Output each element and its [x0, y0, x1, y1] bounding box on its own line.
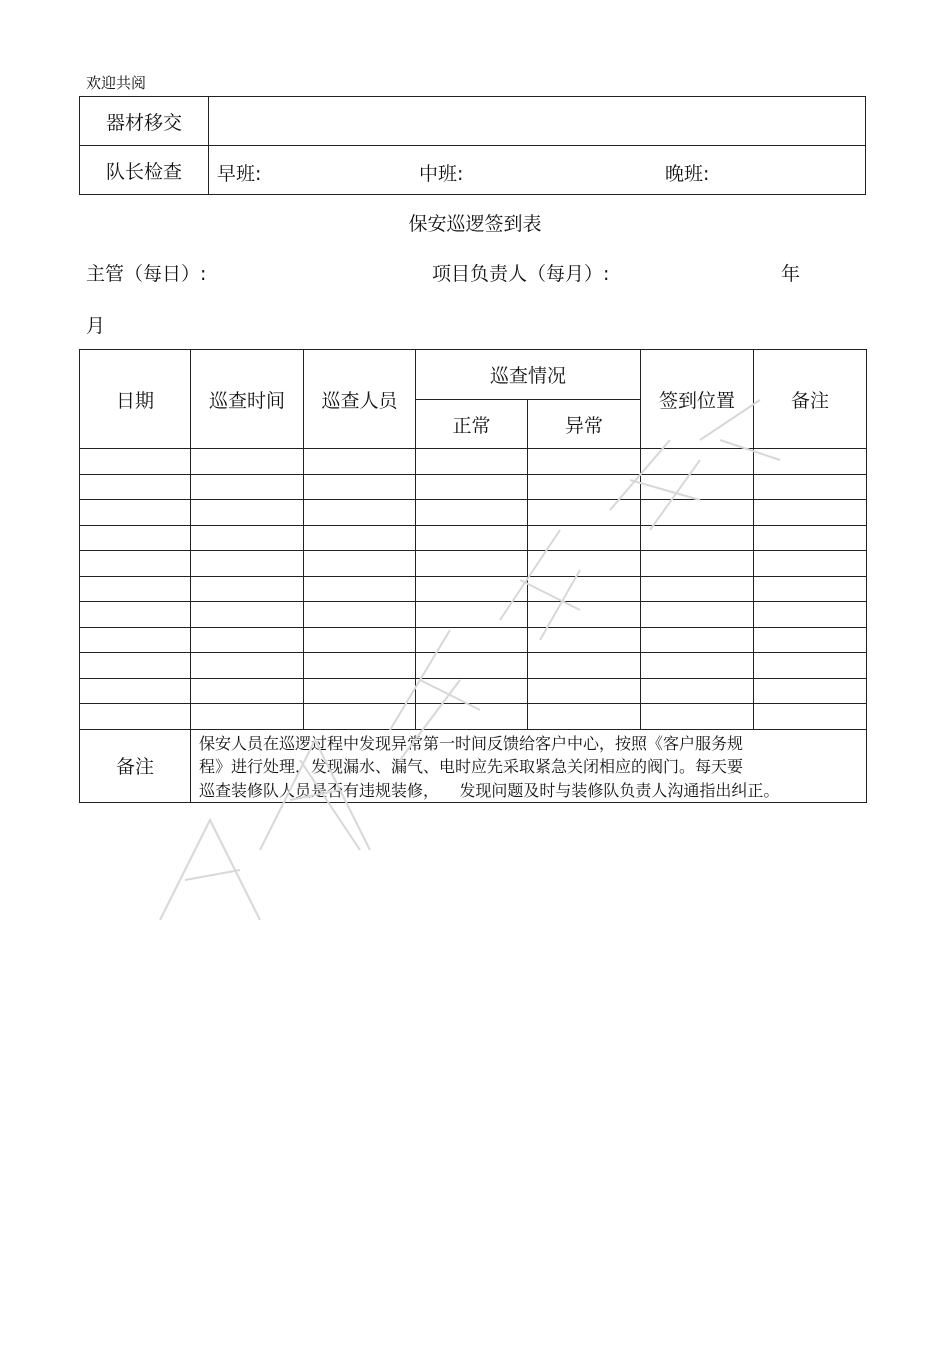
- table-cell: [641, 627, 754, 653]
- table-cell: [528, 525, 641, 551]
- table-cell: [754, 602, 867, 628]
- col-normal-header: 正常: [416, 400, 528, 449]
- equipment-handover-cell: [209, 97, 866, 146]
- notes-label: 备注: [80, 729, 191, 803]
- table-cell: [641, 576, 754, 602]
- table-cell: [528, 576, 641, 602]
- table-row: [80, 602, 867, 628]
- header-note: 欢迎共阅: [86, 74, 147, 92]
- table-cell: [754, 576, 867, 602]
- table-cell: [304, 500, 416, 526]
- shift-evening-label: 晚班:: [665, 163, 710, 185]
- col-remarks-header: 备注: [754, 350, 867, 449]
- table-row: [80, 704, 867, 730]
- table-cell: [80, 653, 191, 679]
- data-rows: [80, 449, 867, 730]
- table-cell: [191, 551, 304, 577]
- table-row: [80, 678, 867, 704]
- table-cell: [416, 449, 528, 475]
- table-cell: [641, 525, 754, 551]
- table-cell: [416, 602, 528, 628]
- table-cell: [754, 500, 867, 526]
- table-cell: [80, 627, 191, 653]
- table-row: [80, 449, 867, 475]
- table-cell: [191, 500, 304, 526]
- table-row: [80, 500, 867, 526]
- col-date-header: 日期: [80, 350, 191, 449]
- table-row: [80, 653, 867, 679]
- table-row: [80, 576, 867, 602]
- table-cell: [528, 678, 641, 704]
- notes-text-line: 巡查装修队人员是否有违规装修， 发现问题及时与装修队负责人沟通指出纠正。: [199, 780, 780, 800]
- col-abnormal-header: 异常: [528, 400, 641, 449]
- shift-morning-label: 早班:: [217, 163, 262, 185]
- table-cell: [80, 602, 191, 628]
- table-cell: [754, 474, 867, 500]
- table-cell: [416, 500, 528, 526]
- table-cell: [191, 449, 304, 475]
- table-cell: [528, 500, 641, 526]
- table-cell: [80, 525, 191, 551]
- table-cell: [304, 678, 416, 704]
- table-cell: [304, 551, 416, 577]
- table-cell: [416, 576, 528, 602]
- table-cell: [304, 474, 416, 500]
- table-cell: [80, 474, 191, 500]
- project-lead-label: 项目负责人（每月）:: [432, 263, 610, 285]
- table-cell: [641, 449, 754, 475]
- table-cell: [80, 500, 191, 526]
- table-cell: [191, 602, 304, 628]
- table-cell: [754, 653, 867, 679]
- table-cell: [528, 449, 641, 475]
- patrol-log-table: [79, 349, 867, 803]
- table-cell: [191, 678, 304, 704]
- table-cell: [641, 474, 754, 500]
- table-cell: [304, 576, 416, 602]
- col-location-header: 签到位置: [641, 350, 754, 449]
- table-cell: [641, 678, 754, 704]
- page-title: 保安巡逻签到表: [408, 213, 542, 235]
- table-cell: [80, 551, 191, 577]
- table-cell: [528, 551, 641, 577]
- table-cell: [80, 576, 191, 602]
- shift-cell: [209, 146, 866, 195]
- col-status-header: 巡查情况: [416, 350, 641, 400]
- table-row: [80, 551, 867, 577]
- table-cell: [304, 449, 416, 475]
- col-time-header: 巡查时间: [191, 350, 304, 449]
- table-cell: [754, 449, 867, 475]
- table-cell: [416, 525, 528, 551]
- table-cell: [80, 704, 191, 730]
- table-cell: [80, 449, 191, 475]
- table-cell: [304, 525, 416, 551]
- table-cell: [754, 551, 867, 577]
- table-cell: [528, 602, 641, 628]
- table-cell: [754, 704, 867, 730]
- col-staff-header: 巡查人员: [304, 350, 416, 449]
- table-cell: [191, 474, 304, 500]
- table-cell: [191, 627, 304, 653]
- table-cell: [528, 704, 641, 730]
- table-cell: [191, 653, 304, 679]
- shift-middle-label: 中班:: [419, 163, 464, 185]
- table-cell: [416, 704, 528, 730]
- table-cell: [80, 678, 191, 704]
- table-row: [80, 474, 867, 500]
- table-cell: [304, 704, 416, 730]
- table-cell: [641, 551, 754, 577]
- supervisor-label: 主管（每日）:: [86, 263, 207, 285]
- table-cell: [416, 627, 528, 653]
- table-cell: [754, 627, 867, 653]
- table-cell: [754, 525, 867, 551]
- table-cell: [528, 627, 641, 653]
- table-cell: [416, 474, 528, 500]
- table-cell: [528, 653, 641, 679]
- table-cell: [304, 602, 416, 628]
- table-cell: [416, 678, 528, 704]
- month-label: 月: [86, 315, 106, 337]
- equipment-check-table: [79, 96, 866, 195]
- table-cell: [416, 551, 528, 577]
- table-cell: [641, 653, 754, 679]
- notes-text: [191, 729, 867, 803]
- year-label: 年: [781, 263, 801, 285]
- table-cell: [416, 653, 528, 679]
- notes-text-line: 程》进行处理，发现漏水、漏气、电时应先采取紧急关闭相应的阀门。每天要: [199, 757, 744, 776]
- table-cell: [304, 627, 416, 653]
- table-cell: [191, 525, 304, 551]
- table-cell: [754, 678, 867, 704]
- table-cell: [304, 653, 416, 679]
- equipment-handover-label: 器材移交: [80, 97, 209, 146]
- table-row: [80, 627, 867, 653]
- table-cell: [191, 576, 304, 602]
- table-cell: [528, 474, 641, 500]
- table-cell: [191, 704, 304, 730]
- table-row: [80, 525, 867, 551]
- table-cell: [641, 602, 754, 628]
- table-cell: [641, 500, 754, 526]
- captain-check-label: 队长检查: [80, 146, 209, 195]
- table-cell: [641, 704, 754, 730]
- notes-text-line: 保安人员在巡逻过程中发现异常第一时间反馈给客户中心，按照《客户服务规: [199, 733, 744, 753]
